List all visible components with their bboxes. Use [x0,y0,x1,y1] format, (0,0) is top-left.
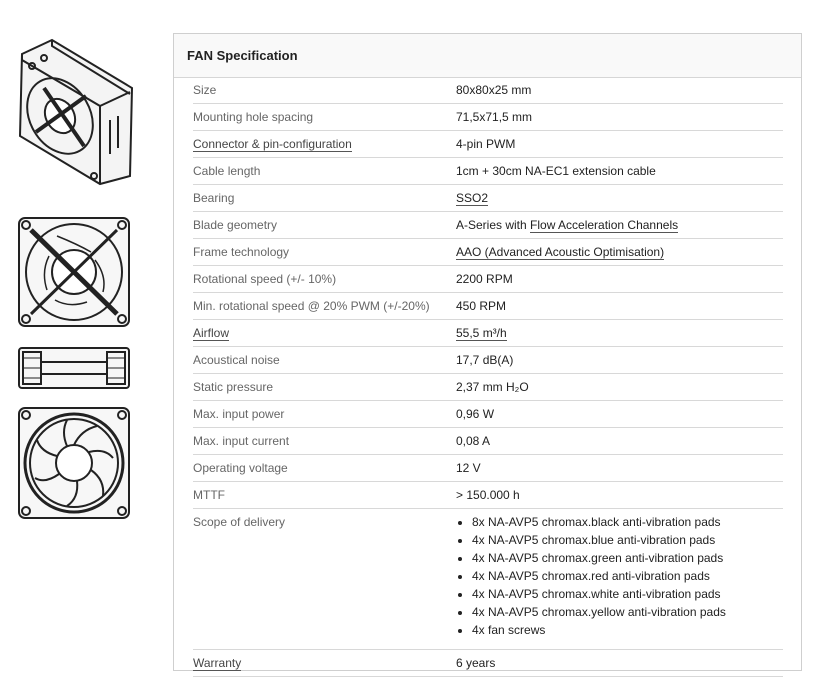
spec-value: 2,37 mm H₂O [456,374,783,401]
fan-back-drawing [17,406,131,520]
delivery-item: • 4x NA-AVP5 chromax.yellow anti-vibration pads [472,603,783,621]
spec-label: Bearing [193,185,456,212]
spec-row-connector [193,131,783,158]
spec-label: Frame technology [193,239,456,266]
spec-label: Static pressure [193,374,456,401]
spec-row-cable [193,158,783,185]
spec-value: > 150.000 h [456,482,783,509]
spec-value: 17,7 dB(A) [456,347,783,374]
spec-row-noise [193,347,783,374]
delivery-list [456,513,783,639]
spec-row-power [193,401,783,428]
spec-row-mounting [193,104,783,131]
warranty-link[interactable]: Warranty [193,656,242,670]
spec-row-pressure [193,374,783,401]
spec-label: Max. input power [193,401,456,428]
delivery-item: • 4x fan screws [472,621,783,639]
delivery-item: • 4x NA-AVP5 chromax.blue anti-vibration pads [472,531,783,549]
spec-value: 80x80x25 mm [456,77,783,104]
spec-row-current [193,428,783,455]
airflow-link[interactable]: Airflow [193,326,230,340]
spec-row-blade [193,212,783,239]
spec-value: 2200 RPM [456,266,783,293]
spec-value: 71,5x71,5 mm [456,104,783,131]
fan-isometric-drawing [14,36,136,186]
connector-link[interactable]: Connector & pin-configuration [193,137,352,151]
spec-row-speed [193,266,783,293]
spec-label: Scope of delivery [193,509,456,650]
delivery-item: • 4x NA-AVP5 chromax.red anti-vibration pads [472,567,783,585]
spec-value: 450 RPM [456,293,783,320]
spec-value: 12 V [456,455,783,482]
blade-prefix: A-Series with [456,218,531,232]
spec-row-mttf [193,482,783,509]
delivery-item: • 4x NA-AVP5 chromax.green anti-vibration pads [472,549,783,567]
spec-label: Size [193,77,456,104]
spec-label: Operating voltage [193,455,456,482]
fan-front-drawing [17,216,131,328]
spec-row-bearing [193,185,783,212]
spec-value: 4-pin PWM [456,131,783,158]
aao-link[interactable]: AAO (Advanced Acoustic Optimisation) [456,245,665,259]
airflow-value-link[interactable]: 55,5 m³/h [456,326,507,340]
spec-table [193,77,783,677]
spec-label: Rotational speed (+/- 10%) [193,266,456,293]
spec-row-voltage [193,455,783,482]
spec-value: 6 years [456,650,783,677]
delivery-item: • 4x NA-AVP5 chromax.white anti-vibration pads [472,585,783,603]
delivery-item: • 8x NA-AVP5 chromax.black anti-vibration pads [472,513,783,531]
spec-row-min-speed [193,293,783,320]
spec-row-delivery [193,509,783,650]
spec-row-airflow [193,320,783,347]
spec-header [174,34,801,78]
spec-label: Max. input current [193,428,456,455]
spec-row-warranty [193,650,783,677]
spec-value: 0,96 W [456,401,783,428]
spec-row-frame [193,239,783,266]
spec-label: Acoustical noise [193,347,456,374]
spec-value: 1cm + 30cm NA-EC1 extension cable [456,158,783,185]
spec-title: FAN Specification [187,48,298,63]
spec-row-size [193,77,783,104]
spec-value: 0,08 A [456,428,783,455]
spec-label: Mounting hole spacing [193,104,456,131]
spec-label: MTTF [193,482,456,509]
flow-acceleration-link[interactable]: Flow Acceleration Channels [530,218,679,232]
spec-label: Cable length [193,158,456,185]
spec-panel [173,33,802,671]
spec-label: Min. rotational speed @ 20% PWM (+/-20%) [193,293,456,320]
fan-side-drawing [17,346,131,390]
spec-label: Blade geometry [193,212,456,239]
bearing-link[interactable]: SSO2 [456,191,489,205]
